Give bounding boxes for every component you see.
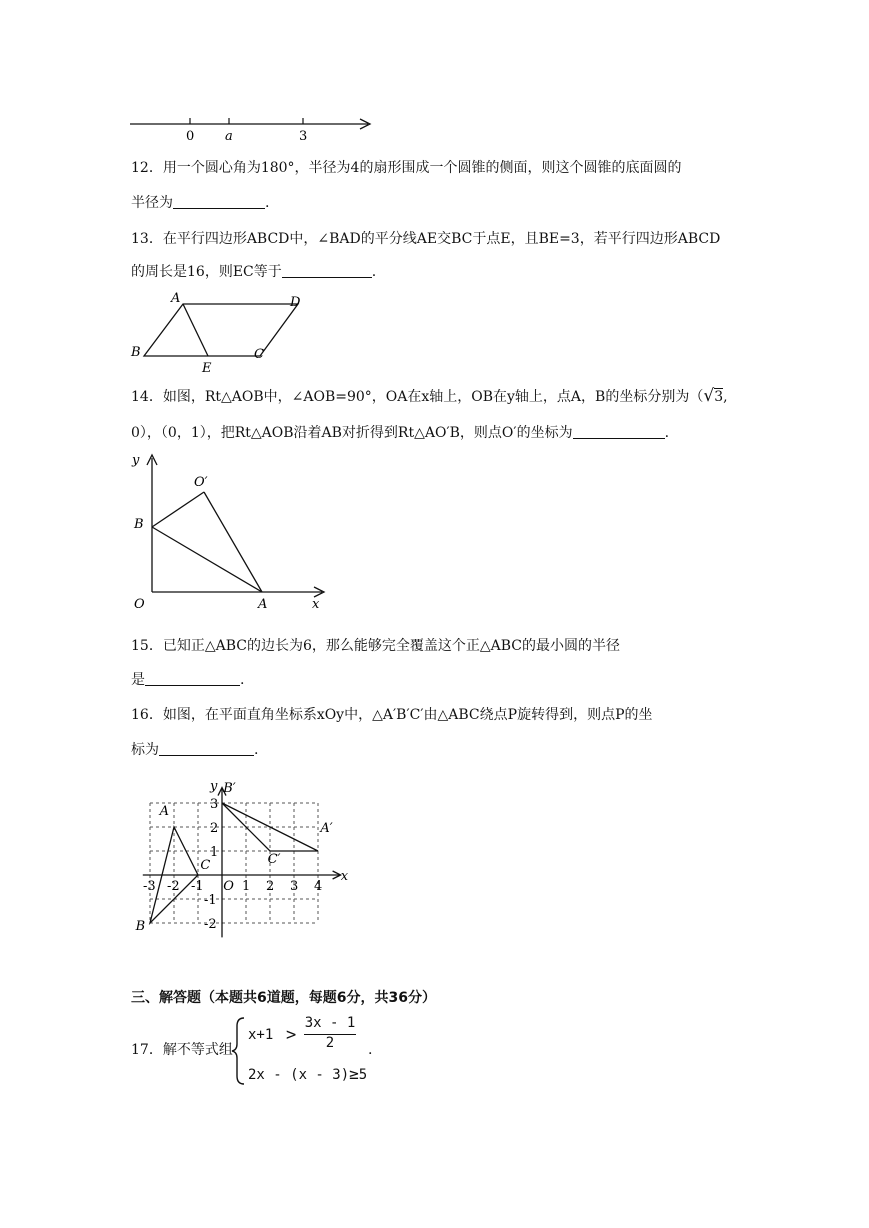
parallelogram-figure [128,290,328,376]
section-heading: 三、解答题（本题共6道题，每题6分，共36分） [131,990,436,1006]
q14-prefix: 0），（0，1），把Rt△AOB沿着AB对折得到Rt△AO′B，则点O′的坐标为 [131,425,573,441]
ineq1-left: x+1 [248,1027,274,1043]
q16-line2 [131,741,258,759]
q14-suffix: . [664,425,670,441]
label-B-prime: B′ [223,781,236,797]
grid-lines [150,803,318,923]
label-E: E [202,361,212,376]
q15-answer-blank[interactable] [145,671,240,686]
q14-text-a: 14．如图，Rt△AOB中，∠AOB=90°，OA在x轴上，OB在y轴上，点A，B的坐标分别为（ [131,389,704,405]
tick-labels [143,797,322,932]
ineq2-op: ≥ [349,1064,359,1083]
q16-line1: 16．如图，在平面直角坐标系xOy中，△A′B′C′由△ABC绕点P旋转得到，则点P的坐 [131,707,653,723]
ineq1-op: > [286,1025,297,1045]
q12-line1: 12．用一个圆心角为180°，半径为4的扇形围成一个圆锥的侧面，则这个圆锥的底面圆的 [131,160,682,176]
rotation-grid-figure [125,762,355,947]
y-tick-label: -2 [204,917,217,932]
tick-label-0: 0 [186,129,195,144]
q13-line2 [131,263,376,281]
label-O-prime: O′ [194,475,208,490]
label-x: x [312,597,320,612]
q16-answer-blank[interactable] [159,741,254,756]
inequality-2 [248,1064,367,1083]
ineq1-denominator: 2 [325,1035,335,1051]
y-tick-label: -1 [204,893,217,908]
label-y: y [210,778,218,794]
label-C: C [254,347,264,362]
brace-icon [231,1016,247,1086]
q15-prefix: 是 [131,672,145,688]
q13-prefix: 的周长是16，则EC等于 [131,264,282,280]
coordinate-axes [143,788,341,938]
q15-line2 [131,671,244,689]
fold-triangle-figure [128,452,328,617]
q12-prefix: 半径为 [131,195,173,211]
q14-line2 [131,424,669,442]
q16-suffix: . [254,742,259,758]
label-B: B [134,517,144,532]
ineq1-numerator: 3x - 1 [304,1015,356,1031]
q15-suffix: . [240,672,245,688]
y-tick-label: 2 [210,821,219,836]
q13-answer-blank[interactable] [282,263,372,278]
label-C-prime: C′ [267,852,281,867]
x-tick-label: 3 [290,879,299,894]
label-A: A [258,597,268,612]
x-tick-label: -2 [167,879,180,894]
label-D: D [290,295,301,310]
x-tick-label: -1 [191,879,204,894]
label-O: O [223,879,234,894]
q13-line1: 13．在平行四边形ABCD中，∠BAD的平分线AE交BC于点E，且BE=3，若平行四边形ABCD [131,231,721,247]
ineq2-left: 2x - (x - 3) [248,1067,350,1083]
label-A-prime: A′ [320,820,333,836]
y-tick-label: 1 [210,845,219,860]
label-A: A [159,804,169,819]
q13-suffix: . [371,264,377,280]
q14-text-b: , [723,389,728,405]
q12-suffix: . [265,195,270,211]
y-tick-label: 3 [210,797,219,812]
ineq2-right: 5 [358,1067,368,1083]
tick-label-a: a [225,129,233,144]
label-B: B [135,919,146,935]
number-line-figure [128,110,378,146]
sqrt-icon: √ [703,386,715,406]
label-O: O [134,597,145,612]
x-tick-label: 1 [242,879,251,894]
x-tick-label: -3 [143,879,156,894]
q12-answer-blank[interactable] [173,194,265,209]
q16-prefix: 标为 [131,742,159,758]
q14-line1 [131,387,728,406]
tick-label-3: 3 [299,129,308,144]
label-C: C [200,858,211,873]
q14-answer-blank[interactable] [573,424,665,439]
q17-prefix: 17．解不等式组 [131,1042,233,1058]
label-y: y [132,453,140,468]
label-A: A [171,291,181,306]
label-B: B [131,345,141,360]
q12-line2 [131,194,269,212]
q15-line1: 15．已知正△ABC的边长为6，那么能够完全覆盖这个正△ABC的最小圆的半径 [131,638,620,654]
q17-suffix: . [368,1042,373,1058]
x-tick-label: 2 [266,879,275,894]
label-x: x [340,869,349,884]
q14-sqrt-value: 3 [714,389,724,405]
x-tick-label: 4 [314,879,323,894]
